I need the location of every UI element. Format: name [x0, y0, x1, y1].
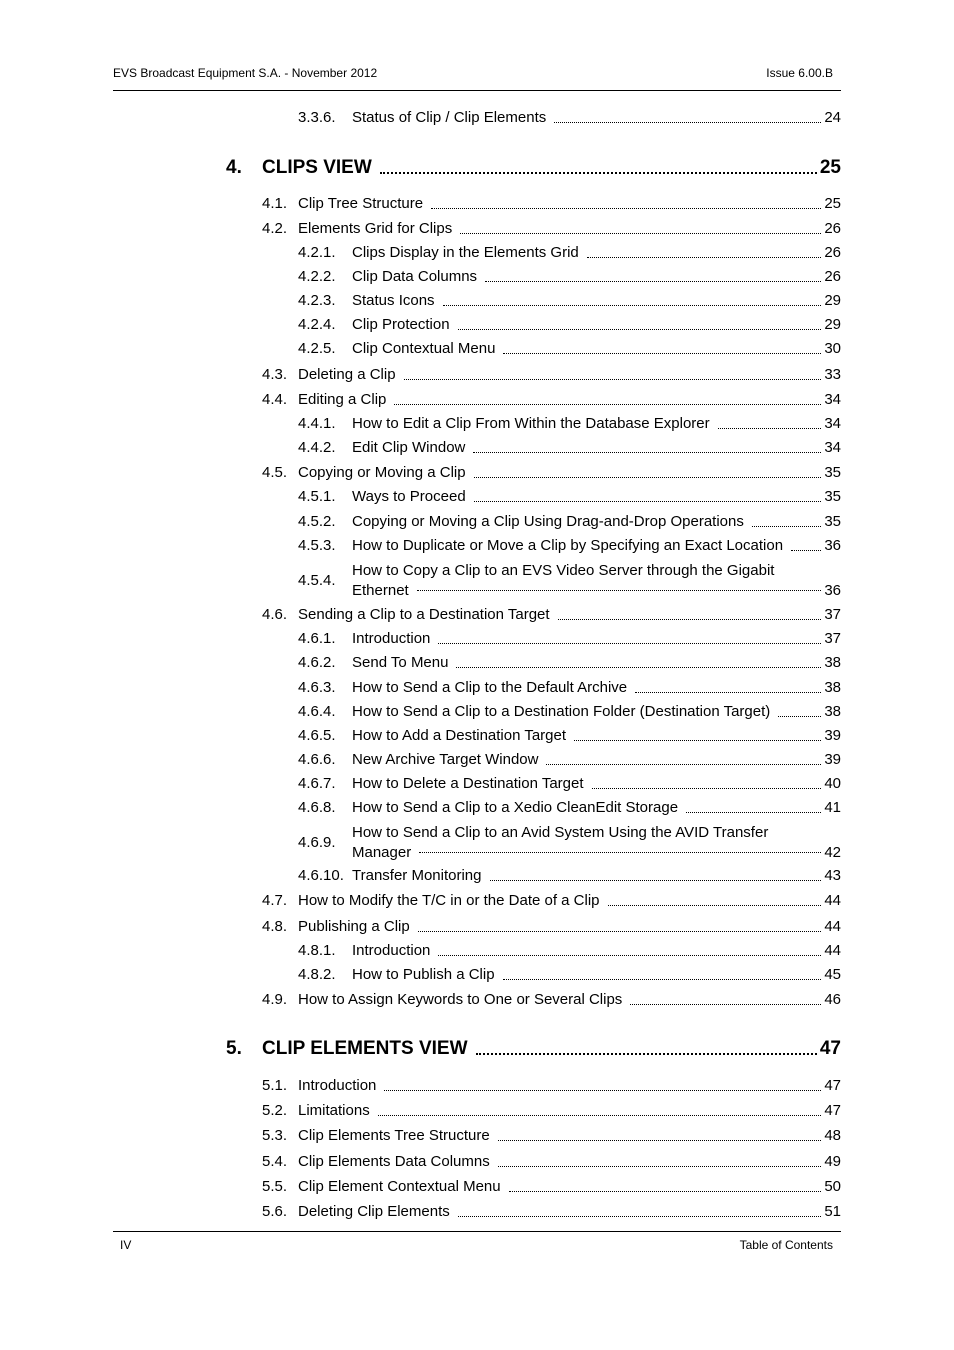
entry-title: How to Duplicate or Move a Clip by Specifying an Exact Location [352, 537, 784, 554]
toc-entry[interactable] [298, 799, 841, 817]
entry-title: How to Add a Destination Target [352, 727, 567, 744]
entry-number: 4.8.1. [298, 942, 336, 959]
footer-page-number: IV [120, 1238, 132, 1252]
entry-number: 4.1. [262, 195, 288, 212]
toc-entry[interactable] [298, 513, 841, 531]
entry-title: Deleting Clip Elements [298, 1203, 450, 1220]
entry-page: 39 [824, 751, 841, 768]
dot-leader [778, 716, 821, 717]
toc-entry[interactable] [298, 244, 841, 262]
entry-number: 4.6.2. [298, 654, 336, 671]
dot-leader [554, 122, 821, 123]
entry-title: Publishing a Clip [298, 918, 410, 935]
entry-title: Clip Contextual Menu [352, 340, 496, 357]
toc-entry[interactable] [262, 220, 841, 238]
dot-leader [419, 852, 821, 853]
entry-title: Introduction [352, 630, 431, 647]
entry-number: 4.6.3. [298, 679, 336, 696]
dot-leader [474, 501, 822, 502]
entry-page: 35 [824, 513, 841, 530]
toc-entry[interactable] [262, 1203, 841, 1221]
entry-title: New Archive Target Window [352, 751, 539, 768]
entry-number: 5.3. [262, 1127, 288, 1144]
entry-number: 4.6.7. [298, 775, 336, 792]
entry-page: 26 [824, 220, 841, 237]
dot-leader [431, 208, 821, 209]
entry-title: Status Icons [352, 292, 435, 309]
dot-leader [498, 1140, 822, 1141]
dot-leader [417, 590, 822, 591]
entry-page: 39 [824, 727, 841, 744]
toc-entry[interactable] [298, 415, 841, 433]
entry-number: 4.2.5. [298, 340, 336, 357]
entry-page: 50 [824, 1178, 841, 1195]
entry-page: 34 [824, 391, 841, 408]
entry-number: 4.4. [262, 391, 288, 408]
toc-entry[interactable] [298, 630, 841, 648]
dot-leader [490, 880, 822, 881]
entry-page: 29 [824, 316, 841, 333]
entry-number: 5.2. [262, 1102, 288, 1119]
entry-title: Sending a Clip to a Destination Target [298, 606, 550, 623]
entry-number: 4.6.6. [298, 751, 336, 768]
chapter-title: CLIP ELEMENTS VIEW [262, 1038, 468, 1059]
toc-entry[interactable] [262, 391, 841, 409]
entry-number: 4.6.4. [298, 703, 336, 720]
toc-entry[interactable] [298, 340, 841, 358]
entry-number: 4.3. [262, 366, 288, 383]
entry-number: 4.5.4. [298, 572, 336, 589]
toc-entry[interactable] [262, 195, 841, 213]
entry-title: Clip Elements Data Columns [298, 1153, 490, 1170]
entry-number: 4.6.9. [298, 834, 336, 851]
entry-page: 26 [824, 244, 841, 261]
dot-leader [503, 353, 821, 354]
entry-title: How to Edit a Clip From Within the Database Explorer [352, 415, 710, 432]
entry-title: Clip Data Columns [352, 268, 478, 285]
entry-number: 3.3.6. [298, 109, 336, 126]
dot-leader [438, 955, 821, 956]
entry-title-continued: Ethernet [352, 582, 409, 599]
header-rule [113, 90, 841, 91]
entry-title: How to Assign Keywords to One or Several Clips [298, 991, 623, 1008]
entry-number: 4.4.2. [298, 439, 336, 456]
entry-number: 4.6.8. [298, 799, 336, 816]
entry-title: How to Send a Clip to a Destination Folder (Destination Target) [352, 703, 771, 720]
entry-page: 38 [824, 654, 841, 671]
dot-leader [686, 812, 821, 813]
toc-entry[interactable] [262, 366, 841, 384]
chapter-number: 5. [226, 1038, 242, 1059]
toc-entry[interactable] [298, 561, 841, 601]
dot-leader [558, 619, 822, 620]
entry-page: 47 [824, 1102, 841, 1119]
dot-leader [574, 740, 821, 741]
toc-entry[interactable] [262, 918, 841, 936]
entry-page: 36 [824, 537, 841, 554]
entry-page: 42 [824, 844, 841, 861]
toc-entry[interactable] [298, 109, 841, 127]
toc-entry[interactable] [298, 727, 841, 745]
dot-leader [546, 764, 821, 765]
dot-leader [458, 329, 822, 330]
toc-entry[interactable] [298, 488, 841, 506]
entry-title: Introduction [298, 1077, 377, 1094]
entry-title: How to Modify the T/C in or the Date of a Clip [298, 892, 600, 909]
dot-leader [378, 1115, 822, 1116]
entry-page: 26 [824, 268, 841, 285]
entry-title: Send To Menu [352, 654, 449, 671]
header-right: Issue 6.00.B [766, 66, 833, 80]
entry-title: Editing a Clip [298, 391, 387, 408]
entry-page: 34 [824, 439, 841, 456]
toc-entry[interactable] [298, 268, 841, 286]
entry-title: Limitations [298, 1102, 370, 1119]
entry-title: How to Send a Clip to a Xedio CleanEdit Storage [352, 799, 679, 816]
dot-leader [438, 643, 821, 644]
toc-entry[interactable] [298, 751, 841, 769]
toc-entry[interactable] [262, 606, 841, 624]
toc-entry[interactable] [298, 942, 841, 960]
chapter-number: 4. [226, 157, 242, 178]
entry-page: 29 [824, 292, 841, 309]
entry-title: How to Send a Clip to the Default Archive [352, 679, 628, 696]
toc-entry[interactable] [298, 679, 841, 697]
entry-page: 45 [824, 966, 841, 983]
entry-title: Clip Tree Structure [298, 195, 424, 212]
entry-title: Clip Elements Tree Structure [298, 1127, 490, 1144]
dot-leader [608, 905, 822, 906]
entry-title: Clip Protection [352, 316, 450, 333]
dot-leader [485, 281, 821, 282]
toc-entry[interactable] [298, 823, 841, 863]
dot-leader [509, 1191, 822, 1192]
entry-title: How to Publish a Clip [352, 966, 495, 983]
dot-leader [635, 692, 821, 693]
entry-number: 4.7. [262, 892, 288, 909]
toc-chapter[interactable] [226, 157, 841, 179]
entry-page: 41 [824, 799, 841, 816]
entry-page: 44 [824, 892, 841, 909]
dot-leader [380, 172, 817, 174]
entry-number: 4.8. [262, 918, 288, 935]
toc-entry[interactable] [298, 775, 841, 793]
toc-entry[interactable] [298, 867, 841, 885]
toc-entry[interactable] [262, 1153, 841, 1171]
toc-entry[interactable] [262, 1127, 841, 1145]
dot-leader [404, 379, 822, 380]
entry-number: 4.2.3. [298, 292, 336, 309]
entry-number: 5.1. [262, 1077, 288, 1094]
entry-number: 4.9. [262, 991, 288, 1008]
entry-title: Transfer Monitoring [352, 867, 482, 884]
entry-number: 5.6. [262, 1203, 288, 1220]
entry-number: 4.2.4. [298, 316, 336, 333]
entry-page: 40 [824, 775, 841, 792]
footer-rule [113, 1231, 841, 1232]
dot-leader [394, 404, 821, 405]
entry-page: 34 [824, 415, 841, 432]
toc-entry[interactable] [262, 892, 841, 910]
dot-leader [384, 1090, 821, 1091]
footer-section-title: Table of Contents [739, 1238, 833, 1252]
entry-title: Ways to Proceed [352, 488, 466, 505]
entry-number: 4.8.2. [298, 966, 336, 983]
entry-page: 38 [824, 679, 841, 696]
entry-number: 5.4. [262, 1153, 288, 1170]
entry-title: Introduction [352, 942, 431, 959]
entry-title: Elements Grid for Clips [298, 220, 453, 237]
entry-title: How to Copy a Clip to an EVS Video Server through the Gigabit [352, 562, 775, 579]
dot-leader [474, 477, 822, 478]
entry-page: 44 [824, 918, 841, 935]
dot-leader [592, 788, 822, 789]
dot-leader [587, 257, 822, 258]
entry-number: 4.2.1. [298, 244, 336, 261]
toc-entry[interactable] [262, 991, 841, 1009]
entry-title: How to Delete a Destination Target [352, 775, 584, 792]
dot-leader [791, 550, 821, 551]
toc-entry[interactable] [298, 439, 841, 457]
entry-page: 43 [824, 867, 841, 884]
entry-page: 30 [824, 340, 841, 357]
entry-page: 47 [824, 1077, 841, 1094]
entry-page: 46 [824, 991, 841, 1008]
entry-page: 37 [824, 606, 841, 623]
entry-title: Edit Clip Window [352, 439, 466, 456]
chapter-page: 47 [819, 1038, 841, 1059]
entry-title: Clips Display in the Elements Grid [352, 244, 579, 261]
entry-page: 25 [824, 195, 841, 212]
entry-title: Deleting a Clip [298, 366, 396, 383]
entry-title: Clip Element Contextual Menu [298, 1178, 501, 1195]
toc-entry[interactable] [298, 316, 841, 334]
toc-entry[interactable] [298, 654, 841, 672]
entry-page: 24 [824, 109, 841, 126]
entry-number: 4.4.1. [298, 415, 336, 432]
entry-title: Copying or Moving a Clip [298, 464, 466, 481]
entry-page: 33 [824, 366, 841, 383]
toc-entry[interactable] [298, 537, 841, 555]
dot-leader [630, 1004, 821, 1005]
dot-leader [443, 305, 822, 306]
toc-entry[interactable] [298, 703, 841, 721]
dot-leader [460, 233, 821, 234]
entry-number: 4.2.2. [298, 268, 336, 285]
entry-number: 4.5.1. [298, 488, 336, 505]
entry-page: 38 [824, 703, 841, 720]
entry-number: 4.6. [262, 606, 288, 623]
dot-leader [458, 1216, 822, 1217]
entry-page: 36 [824, 582, 841, 599]
dot-leader [456, 667, 821, 668]
entry-title-continued: Manager [352, 844, 412, 861]
dot-leader [476, 1053, 817, 1055]
toc-entry[interactable] [262, 464, 841, 482]
entry-number: 4.5.3. [298, 537, 336, 554]
toc-entry[interactable] [262, 1077, 841, 1095]
toc-entry[interactable] [298, 966, 841, 984]
entry-number: 4.6.5. [298, 727, 336, 744]
dot-leader [498, 1166, 822, 1167]
entry-number: 4.5.2. [298, 513, 336, 530]
header-left: EVS Broadcast Equipment S.A. - November 2012 [113, 66, 378, 80]
toc-entry[interactable] [262, 1102, 841, 1120]
toc-chapter[interactable] [226, 1038, 841, 1060]
entry-number: 4.6.1. [298, 630, 336, 647]
entry-page: 49 [824, 1153, 841, 1170]
entry-number: 4.2. [262, 220, 288, 237]
dot-leader [473, 452, 821, 453]
chapter-page: 25 [819, 157, 841, 178]
chapter-title: CLIPS VIEW [262, 157, 372, 178]
dot-leader [418, 931, 822, 932]
entry-number: 4.6.10. [298, 867, 344, 884]
entry-number: 4.5. [262, 464, 288, 481]
entry-number: 5.5. [262, 1178, 288, 1195]
entry-page: 44 [824, 942, 841, 959]
entry-page: 35 [824, 488, 841, 505]
entry-page: 37 [824, 630, 841, 647]
dot-leader [752, 526, 821, 527]
toc-entry[interactable] [298, 292, 841, 310]
toc-entry[interactable] [262, 1178, 841, 1196]
dot-leader [718, 428, 822, 429]
entry-title: Status of Clip / Clip Elements [352, 109, 547, 126]
entry-title: How to Send a Clip to an Avid System Using the AVID Transfer [352, 824, 769, 841]
dot-leader [503, 979, 822, 980]
entry-page: 35 [824, 464, 841, 481]
entry-page: 48 [824, 1127, 841, 1144]
entry-title: Copying or Moving a Clip Using Drag-and-Drop Operations [352, 513, 744, 530]
entry-page: 51 [824, 1203, 841, 1220]
